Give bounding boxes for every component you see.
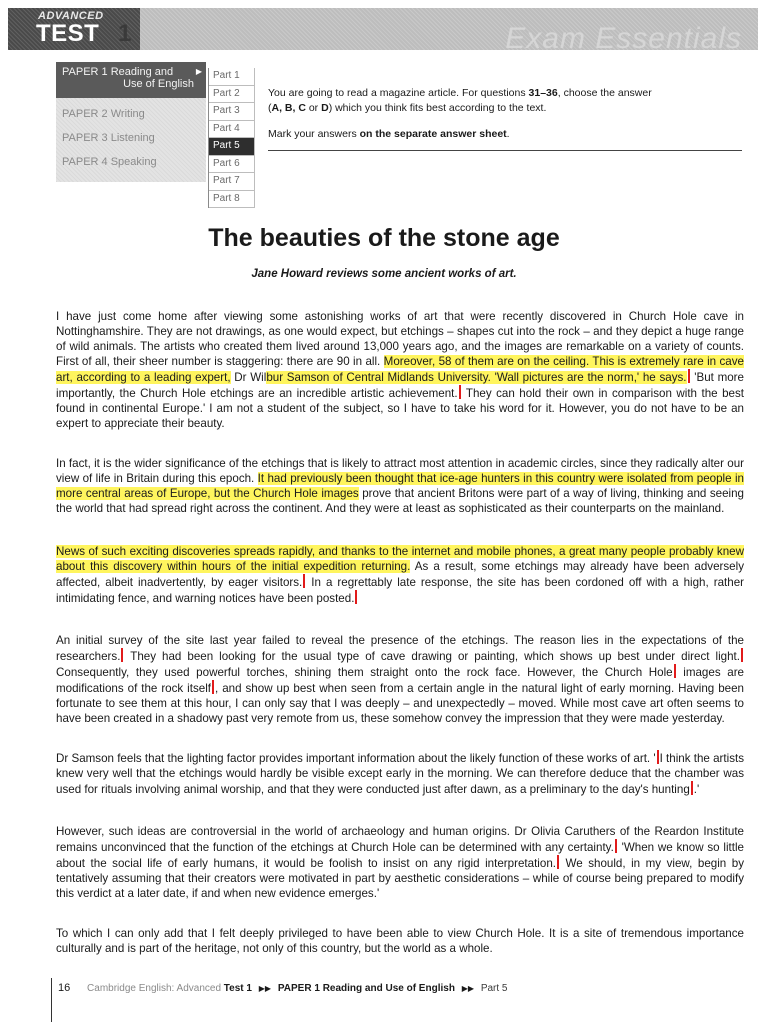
part-6-item[interactable]: Part 6 [209,156,255,174]
pen-mark [212,680,214,694]
footer-paper: PAPER 1 [277,983,320,994]
part-3-item[interactable]: Part 3 [209,103,255,121]
part-list [208,68,255,208]
instructions-line-2: (A, B, C or D) which you think fits best according to the text. [268,102,547,114]
article-title: The beauties of the stone age [208,224,560,252]
footer-part: Part 5 [480,983,508,994]
footer-brand: Cambridge English: Advanced [87,983,222,994]
pen-mark [657,750,659,764]
part-2-item[interactable]: Part 2 [209,86,255,104]
paper-4-item[interactable] [56,156,206,168]
paper-2-label: PAPER 2 [62,108,108,120]
instructions-line-1: You are going to read a magazine article. For questions 31–36, choose the answer [268,87,652,99]
part-5-item[interactable]: Part 5 [209,138,255,156]
paper-2-title: Writing [110,108,145,120]
footer-test: Test 1 [223,983,252,994]
footer [58,982,508,994]
pen-mark [674,664,676,678]
part-4-item[interactable]: Part 4 [209,121,255,139]
paper-1-title-1: Reading and [110,66,174,78]
pen-mark [557,855,559,869]
pen-mark [615,839,617,853]
instructions-divider [268,150,742,151]
advanced-label: ADVANCED [38,10,104,22]
chevron-right-icon: ▶▶ [461,984,475,993]
page-number: 16 [58,982,71,994]
footer-paper-title: Reading and Use of English [322,983,455,994]
article-paragraph-4: An initial survey of the site last year failed to reveal the presence of the etchings. The reason lies in the expectations of the researchers. They had been looking for the usual type of cave drawing or painting, which shows up best under direct light. Consequently, they used powerful torches, shining them straight onto the rock face. However, the Church Hole images are modifications of the rock itself , and show up best when seen from a certain angle in the natural light of early morning. Having been fortunate to see them at this hour, I can only say that I was deeply – and unexpectedly – moved. While most cave art often seems to have been created in a shadowy past very remote from us, these somehow convey the impression that they were made yesterday. [56,634,744,725]
article-paragraph-3: News of such exciting discoveries spreads rapidly, and thanks to the internet and mobile phones, a great many people probably knew about this discovery within hours of the initial expedition returning. As a result, some etchings may already have been adversely affected, albeit inadvertently, by eager visitors. In a regrettably late response, the site has been cordoned off with a high, rather intimidating fence, and warning notices have been posted. [56,545,745,605]
test-number: 1 [118,20,132,47]
paper-3-title: Listening [110,132,155,144]
pen-mark [741,648,743,662]
instructions [268,86,743,142]
article-paragraph-1: I have just come home after viewing some astonishing works of art that were recently discovered in Church Hole cave in Nottinghamshire. They are not drawings, as one would expect, but etchings – shapes cut into the rock – and they depict a huge range of wild animals. The artists who created them lived around 13,000 years ago, and the images are remarkable on a variety of counts. First of all, their sheer number is staggering: there are 90 in all. Moreover, 58 of them are on the ceiling. This is extremely rare in cave art, according to a leading expert, Dr Wilbur Samson of Central Midlands University. 'Wall pictures are the norm,' he says. 'But more importantly, the Church Hole etchings are an incredible artistic achievement. They can hold their own in comparison with the best found in continental Europe.' I am not a student of the subject, so I have to take his word for it. However, you do not have to be an expert to appreciate their beauty. [56,310,744,430]
paper-1-item[interactable] [56,62,206,98]
pen-mark [691,781,693,795]
chevron-right-icon: ▶▶ [258,984,272,993]
instructions-line-3: Mark your answers on the separate answer sheet. [268,128,510,140]
article-paragraph-6: However, such ideas are controversial in the world of archaeology and human origins. Dr Olivia Caruthers of the Reardon Institute remains unconvinced that the function of the etchings at Church Hole can be determined with any certainty. 'When we know so little about the social life of early humans, it would be foolish to insist on any rigid interpretation. We should, in my view, begin by tentatively assuming that their creators were motivated in part by aesthetic considerations – while of course being prepared to modify this verdict at a later date, if and when new evidence emerges.' [56,825,744,900]
article-paragraph-2: In fact, it is the wider significance of the etchings that is likely to attract most attention in academic circles, since they radically alter our view of life in Britain during this epoch. It had previously been thought that ice-age hunters in this country were isolated from people in more central areas of Europe, but the Church Hole images prove that ancient Britons were part of a way of living, thinking and seeing the world that had spread right across the continent. And they were at least as sophisticated as their counterparts on the mainland. [56,457,744,515]
article-paragraph-7: To which I can only add that I felt deeply privileged to have been able to view Church Hole. It is a site of tremendous importance culturally and is part of the heritage, not only of this country, but the world as a whole. [56,927,744,955]
pen-mark [303,574,305,588]
pen-mark [688,369,690,383]
article-subtitle: Jane Howard reviews some ancient works of art. [251,268,517,280]
paper-4-title: Speaking [110,156,157,168]
article-paragraph-5: Dr Samson feels that the lighting factor provides important information about the likely function of these works of art. ' I think the artists knew very well that the etchings would hardly be visible except early in the morning. We can therefore deduce that the chamber was used for rituals involving animal worship, and that they were conducted just after dawn, as a preliminary to the day's hunting .' [56,752,745,796]
paper-4-label: PAPER 4 [62,156,108,168]
part-1-item[interactable]: Part 1 [209,68,255,86]
paper-2-item[interactable] [56,108,206,120]
paper-1-label: PAPER 1 [62,66,108,78]
pen-mark [355,590,357,604]
part-8-item[interactable]: Part 8 [209,191,255,209]
paper-3-item[interactable] [56,132,206,144]
pen-mark [459,385,461,399]
paper-1-title-2: Use of English [123,78,194,90]
test-label: TEST [36,20,100,47]
arrow-right-icon: ▶ [195,67,202,76]
exam-essentials-label: Exam Essentials [505,22,742,55]
paper-3-label: PAPER 3 [62,132,108,144]
footer-divider [51,978,52,1022]
part-7-item[interactable]: Part 7 [209,173,255,191]
